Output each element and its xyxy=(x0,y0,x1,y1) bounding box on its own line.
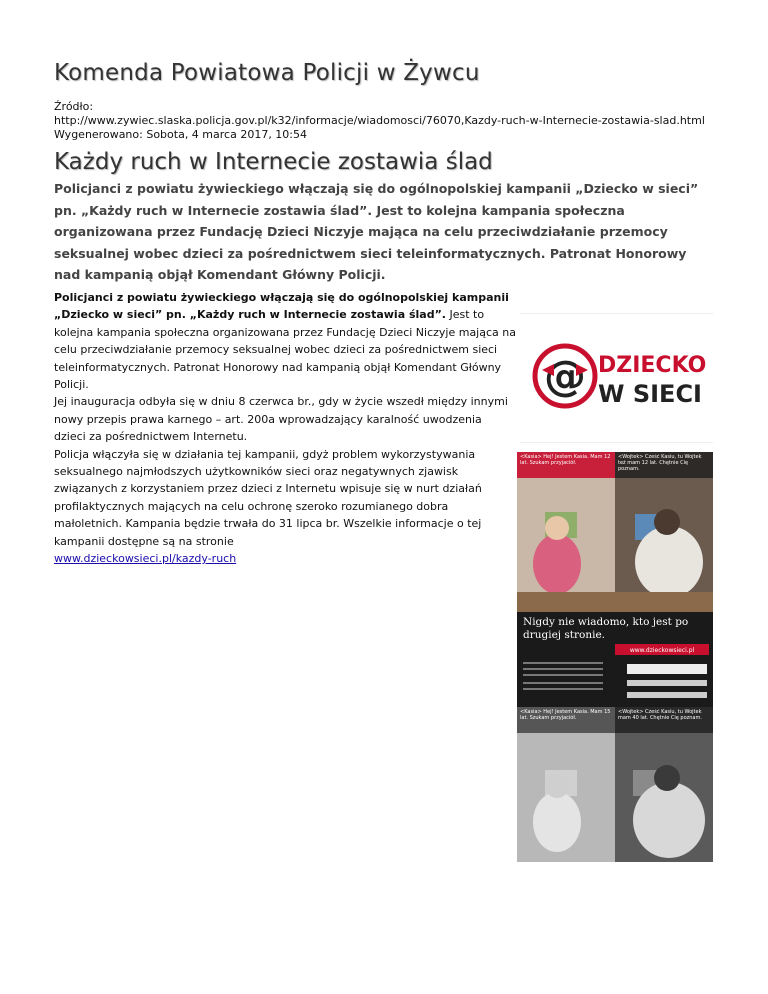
body-paragraph-2: Jej inauguracja odbyła się w dniu 8 czerwca br., gdy w życie wszedł między innymi nowy przepis prawa karnego – art. 200a wprowadzający karalność uwodzenia dzieci za pośrednictwem Internetu. xyxy=(54,395,508,444)
campaign-link[interactable]: www.dzieckowsieci.pl/kazdy-ruch xyxy=(54,552,237,566)
generated-date: Wygenerowano: Sobota, 4 marca 2017, 10:54 xyxy=(54,128,308,141)
poster-bubble-top-left: <Kasia> Hej! Jestem Kasia. Mam 12 lat. Szukam przyjaciół. xyxy=(520,454,611,466)
body-paragraph-1: Jest to kolejna kampania społeczna organizowana przez Fundację Dzieci Niczyje mająca na celu przeciwdziałanie przemocy seksualnej wobec dzieci za pośrednictwem sieci teleinformatycznych. Patronat Honorowy nad kampanią objął Komendant Główny Policji. xyxy=(54,308,516,392)
body-paragraph-3: Policja włączyła się w działania tej kampanii, gdyż problem wykorzystywania seksualnego najmłodszych użytkowników sieci oraz negatywnych zjawisk związanych z korzystaniem przez dzieci z Internetu wpisuje się w nurt działań profilaktycznych mających na celu ochronę szeroko rozumianego dobra małoletnich. Kampania będzie trwała do 31 lipca br. Wszelkie informacje o tej kampanii dostępne są na stronie xyxy=(54,447,482,548)
source-url: http://www.zywiec.slaska.policja.gov.pl/k32/informacje/wiadomosci/76070,Kazdy-ruch-w-Internecie-zostawia-slad.html xyxy=(54,114,705,127)
poster-bubble-bottom-right: <Wojtek> Cześć Kasiu, tu Wojtek mam 40 lat. Chętnie Cię poznam. xyxy=(618,709,702,721)
source-label: Źródło: xyxy=(54,100,94,113)
source-meta xyxy=(54,100,734,142)
poster-bubble-top-right: <Wojtek> Cześć Kasiu, tu Wojtek też mam 12 lat. Chętnie Cię poznam. xyxy=(618,454,702,472)
body-bold-intro: Policjanci z powiatu żywieckiego włączają się do ogólnopolskiej kampanii „Dziecko w sieci” pn. „Każdy ruch w Internecie zostawia ślad”. xyxy=(54,291,509,322)
poster-url: www.dzieckowsieci.pl xyxy=(629,647,695,654)
logo-line1: DZIECKO xyxy=(598,353,707,378)
site-title: Komenda Powiatowa Policji w Żywcu xyxy=(54,60,480,86)
logo-line2: W SIECI xyxy=(598,380,702,408)
campaign-logo-graphic xyxy=(520,314,713,442)
poster-bubble-bottom-left: <Kasia> Hej! Jestem Kasia. Mam 15 lat. Szukam przyjaciół. xyxy=(520,709,611,721)
poster-slogan: Nigdy nie wiadomo, kto jest po drugiej stronie. xyxy=(523,616,689,641)
article-lead: Policjanci z powiatu żywieckiego włączają się do ogólnopolskiej kampanii „Dziecko w sieci” pn. „Każdy ruch w Internecie zostawia ślad”. Jest to kolejna kampania społeczna organizowana przez Fundację Dzieci Niczyje mająca na celu przeciwdziałanie przemocy seksualnej wobec dzieci za pośrednictwem sieci teleinformatycznych. Patronat Honorowy nad kampanią objął Komendant Główny Policji. xyxy=(54,181,699,282)
logo-at: @ xyxy=(544,351,586,400)
campaign-poster-graphic xyxy=(517,452,713,862)
article-title: Każdy ruch w Internecie zostawia ślad xyxy=(54,149,493,175)
campaign-logo xyxy=(520,313,713,443)
article-body xyxy=(54,289,516,568)
campaign-poster xyxy=(517,452,713,862)
